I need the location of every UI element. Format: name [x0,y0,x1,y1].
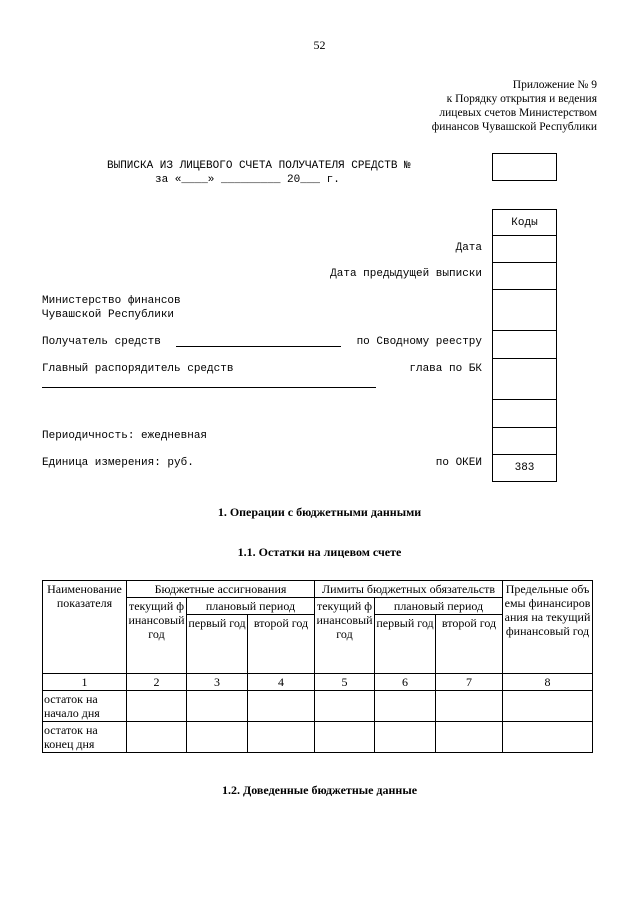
svod-registry-label: по Сводному реестру [356,336,482,348]
table-cell[interactable] [187,691,248,722]
col-number: 1 [43,674,127,691]
table-row [43,691,593,722]
statement-number-box[interactable] [492,153,557,181]
main-manager-underline[interactable] [42,387,376,388]
table-cell[interactable] [187,722,248,753]
code-svod-registry[interactable] [493,331,557,359]
table-cell[interactable] [127,722,187,753]
prev-date-label: Дата предыдущей выписки [330,268,482,280]
limits-header: Лимиты бюджетных обязательств [315,581,503,598]
code-ministry[interactable] [493,290,557,331]
first-year-header: первый год [375,615,436,674]
codes-table [492,209,557,482]
col-name-header: Наименование показателя [43,581,127,674]
table-cell[interactable] [503,691,593,722]
balances-table [42,580,593,753]
first-year-header: первый год [187,615,248,674]
ministry-label-2: Чувашской Республики [42,309,175,321]
table-row [43,722,593,753]
code-date[interactable] [493,236,557,263]
glava-bk-label: глава по БК [409,363,482,375]
table-cell[interactable] [248,691,315,722]
col-number: 8 [503,674,593,691]
section-1-1-title: 1.1. Остатки на лицевом счете [237,545,402,559]
appendix-line: лицевых счетов Министерством [439,107,597,119]
table-cell[interactable] [315,691,375,722]
code-okei: 383 [493,455,557,482]
current-year-header: текущий финансовый год [127,598,187,674]
table-cell[interactable] [436,691,503,722]
appendix-line: к Порядку открытия и ведения [446,93,597,105]
appendix-note [432,78,597,134]
col-number: 5 [315,674,375,691]
recipient-underline[interactable] [176,346,341,347]
table-cell[interactable] [315,722,375,753]
limit-volumes-header: Предельные объемы финансирования на текущий финансовый год [503,581,593,674]
periodicity-label: Периодичность: ежедневная [42,430,208,442]
appendix-line: Приложение № 9 [512,79,597,91]
col-number: 6 [375,674,436,691]
appendix-line: финансов Чувашской Республики [431,121,597,133]
col-number: 4 [248,674,315,691]
statement-title: ВЫПИСКА ИЗ ЛИЦЕВОГО СЧЕТА ПОЛУЧАТЕЛЯ СРЕДСТВ № [107,160,411,172]
col-number: 3 [187,674,248,691]
plan-period-header: плановый период [187,598,315,615]
row-label: остаток на начало дня [43,691,127,722]
table-cell[interactable] [503,722,593,753]
table-cell[interactable] [436,722,503,753]
code-empty[interactable] [493,400,557,428]
table-cell[interactable] [375,722,436,753]
section-1-title: 1. Операции с бюджетными данными [217,505,422,519]
table-cell[interactable] [248,722,315,753]
budget-alloc-header: Бюджетные ассигнования [127,581,315,598]
table-cell[interactable] [127,691,187,722]
statement-date-line: за «____» _________ 20___ г. [155,174,340,186]
col-number: 2 [127,674,187,691]
section-1-2-title: 1.2. Доведенные бюджетные данные [221,783,418,797]
second-year-header: второй год [248,615,315,674]
second-year-header: второй год [436,615,503,674]
ministry-label-1: Министерство финансов [42,295,181,307]
recipient-label: Получатель средств [42,336,161,348]
codes-header: Коды [493,210,557,236]
col-number: 7 [436,674,503,691]
code-periodicity[interactable] [493,428,557,455]
plan-period-header: плановый период [375,598,503,615]
code-glava-bk[interactable] [493,359,557,400]
page-number: 52 [313,38,326,52]
code-prev-date[interactable] [493,263,557,290]
main-manager-label: Главный распорядитель средств [42,363,234,375]
unit-label: Единица измерения: руб. [42,457,194,469]
okei-label: по ОКЕИ [435,457,482,469]
date-label: Дата [455,242,482,254]
current-year-header: текущий финансовый год [315,598,375,674]
row-label: остаток на конец дня [43,722,127,753]
table-cell[interactable] [375,691,436,722]
